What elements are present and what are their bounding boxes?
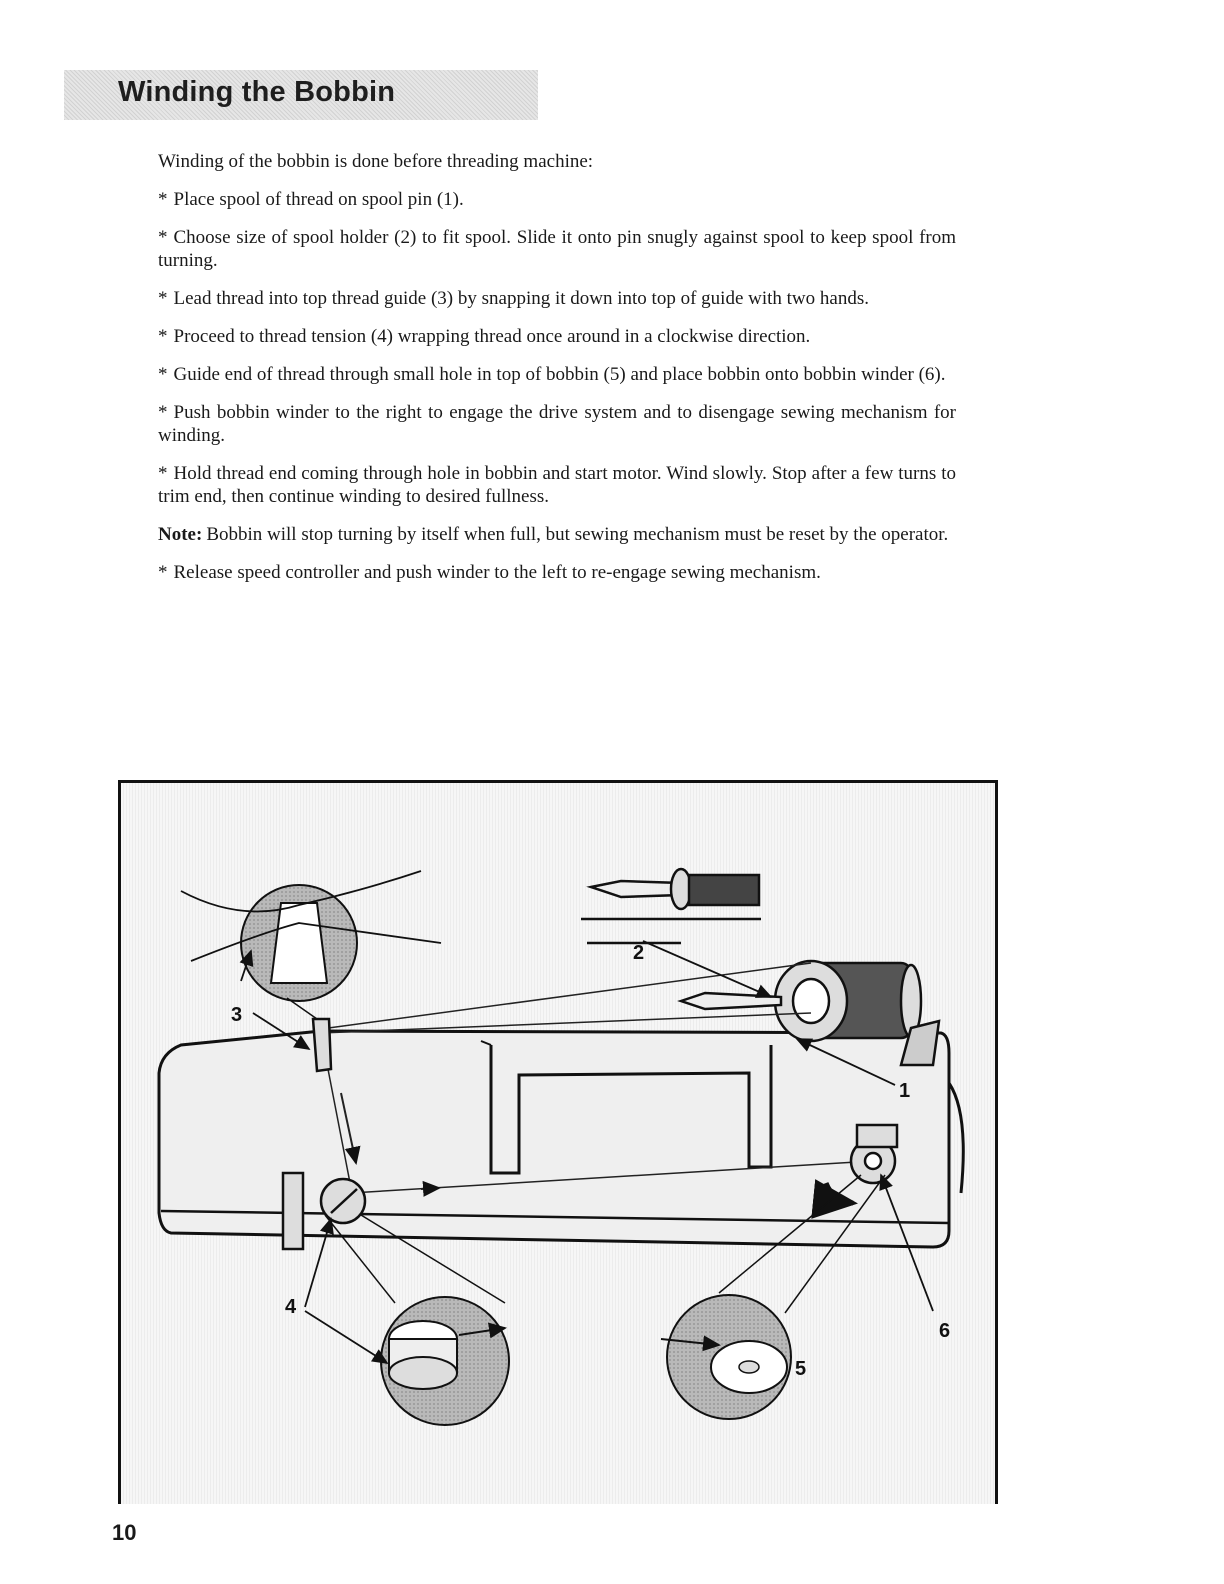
page-number: 10 [112,1520,137,1545]
label-bobbin-winder: 6 [939,1320,951,1342]
spool-holder-detail [581,869,761,943]
label-spool-holder: 2 [633,942,645,964]
bullet-icon: * [158,189,168,210]
label-bobbin: 5 [795,1358,807,1380]
step-2: * Choose size of spool holder (2) to fit spool. Slide it onto pin snugly against spool to keep spool from turning. [158,227,956,271]
instructions [158,150,956,599]
bullet-icon: * [158,288,168,309]
note-label: Note: [158,524,203,545]
tension-magnifier [325,1215,509,1425]
bullet-icon: * [158,562,168,583]
thread-guide-magnifier [181,871,441,1019]
step-3: * Lead thread into top thread guide (3) by snapping it down into top of guide with two hands. [158,288,869,309]
label-thread-guide: 3 [231,1004,243,1026]
page-title: Winding the Bobbin [118,76,396,108]
intro-text: Winding of the bobbin is done before threading machine: [158,151,594,172]
step-7: * Hold thread end coming through hole in bobbin and start motor. Wind slowly. Stop after a few turns to trim end, then continue winding to desired fullness. [158,463,956,507]
note [158,523,956,546]
step-8: * Release speed controller and push winder to the left to re-engage sewing mechanism. [158,562,821,583]
thread-guide [313,1019,331,1071]
step-6: * Push bobbin winder to the right to engage the drive system and to disengage sewing mechanism for winding. [158,402,956,446]
bullet-icon: * [158,326,168,347]
step-5: * Guide end of thread through small hole in top of bobbin (5) and place bobbin onto bobbin winder (6). [158,364,946,385]
step-1: * Place spool of thread on spool pin (1). [158,189,464,210]
label-spool-pin: 1 [899,1080,911,1102]
note-text: Bobbin will stop turning by itself when full, but sewing mechanism must be reset by the operator. [206,524,949,545]
step-4: * Proceed to thread tension (4) wrapping thread once around in a clockwise direction. [158,326,811,347]
bullet-icon: * [158,463,168,484]
sewing-machine-diagram [121,783,995,1504]
bullet-icon: * [158,402,168,423]
bobbin-winding-illustration [118,780,998,1504]
machine-body [159,1031,963,1247]
bullet-icon: * [158,364,168,385]
bullet-icon: * [158,227,168,248]
label-thread-tension: 4 [285,1296,297,1318]
